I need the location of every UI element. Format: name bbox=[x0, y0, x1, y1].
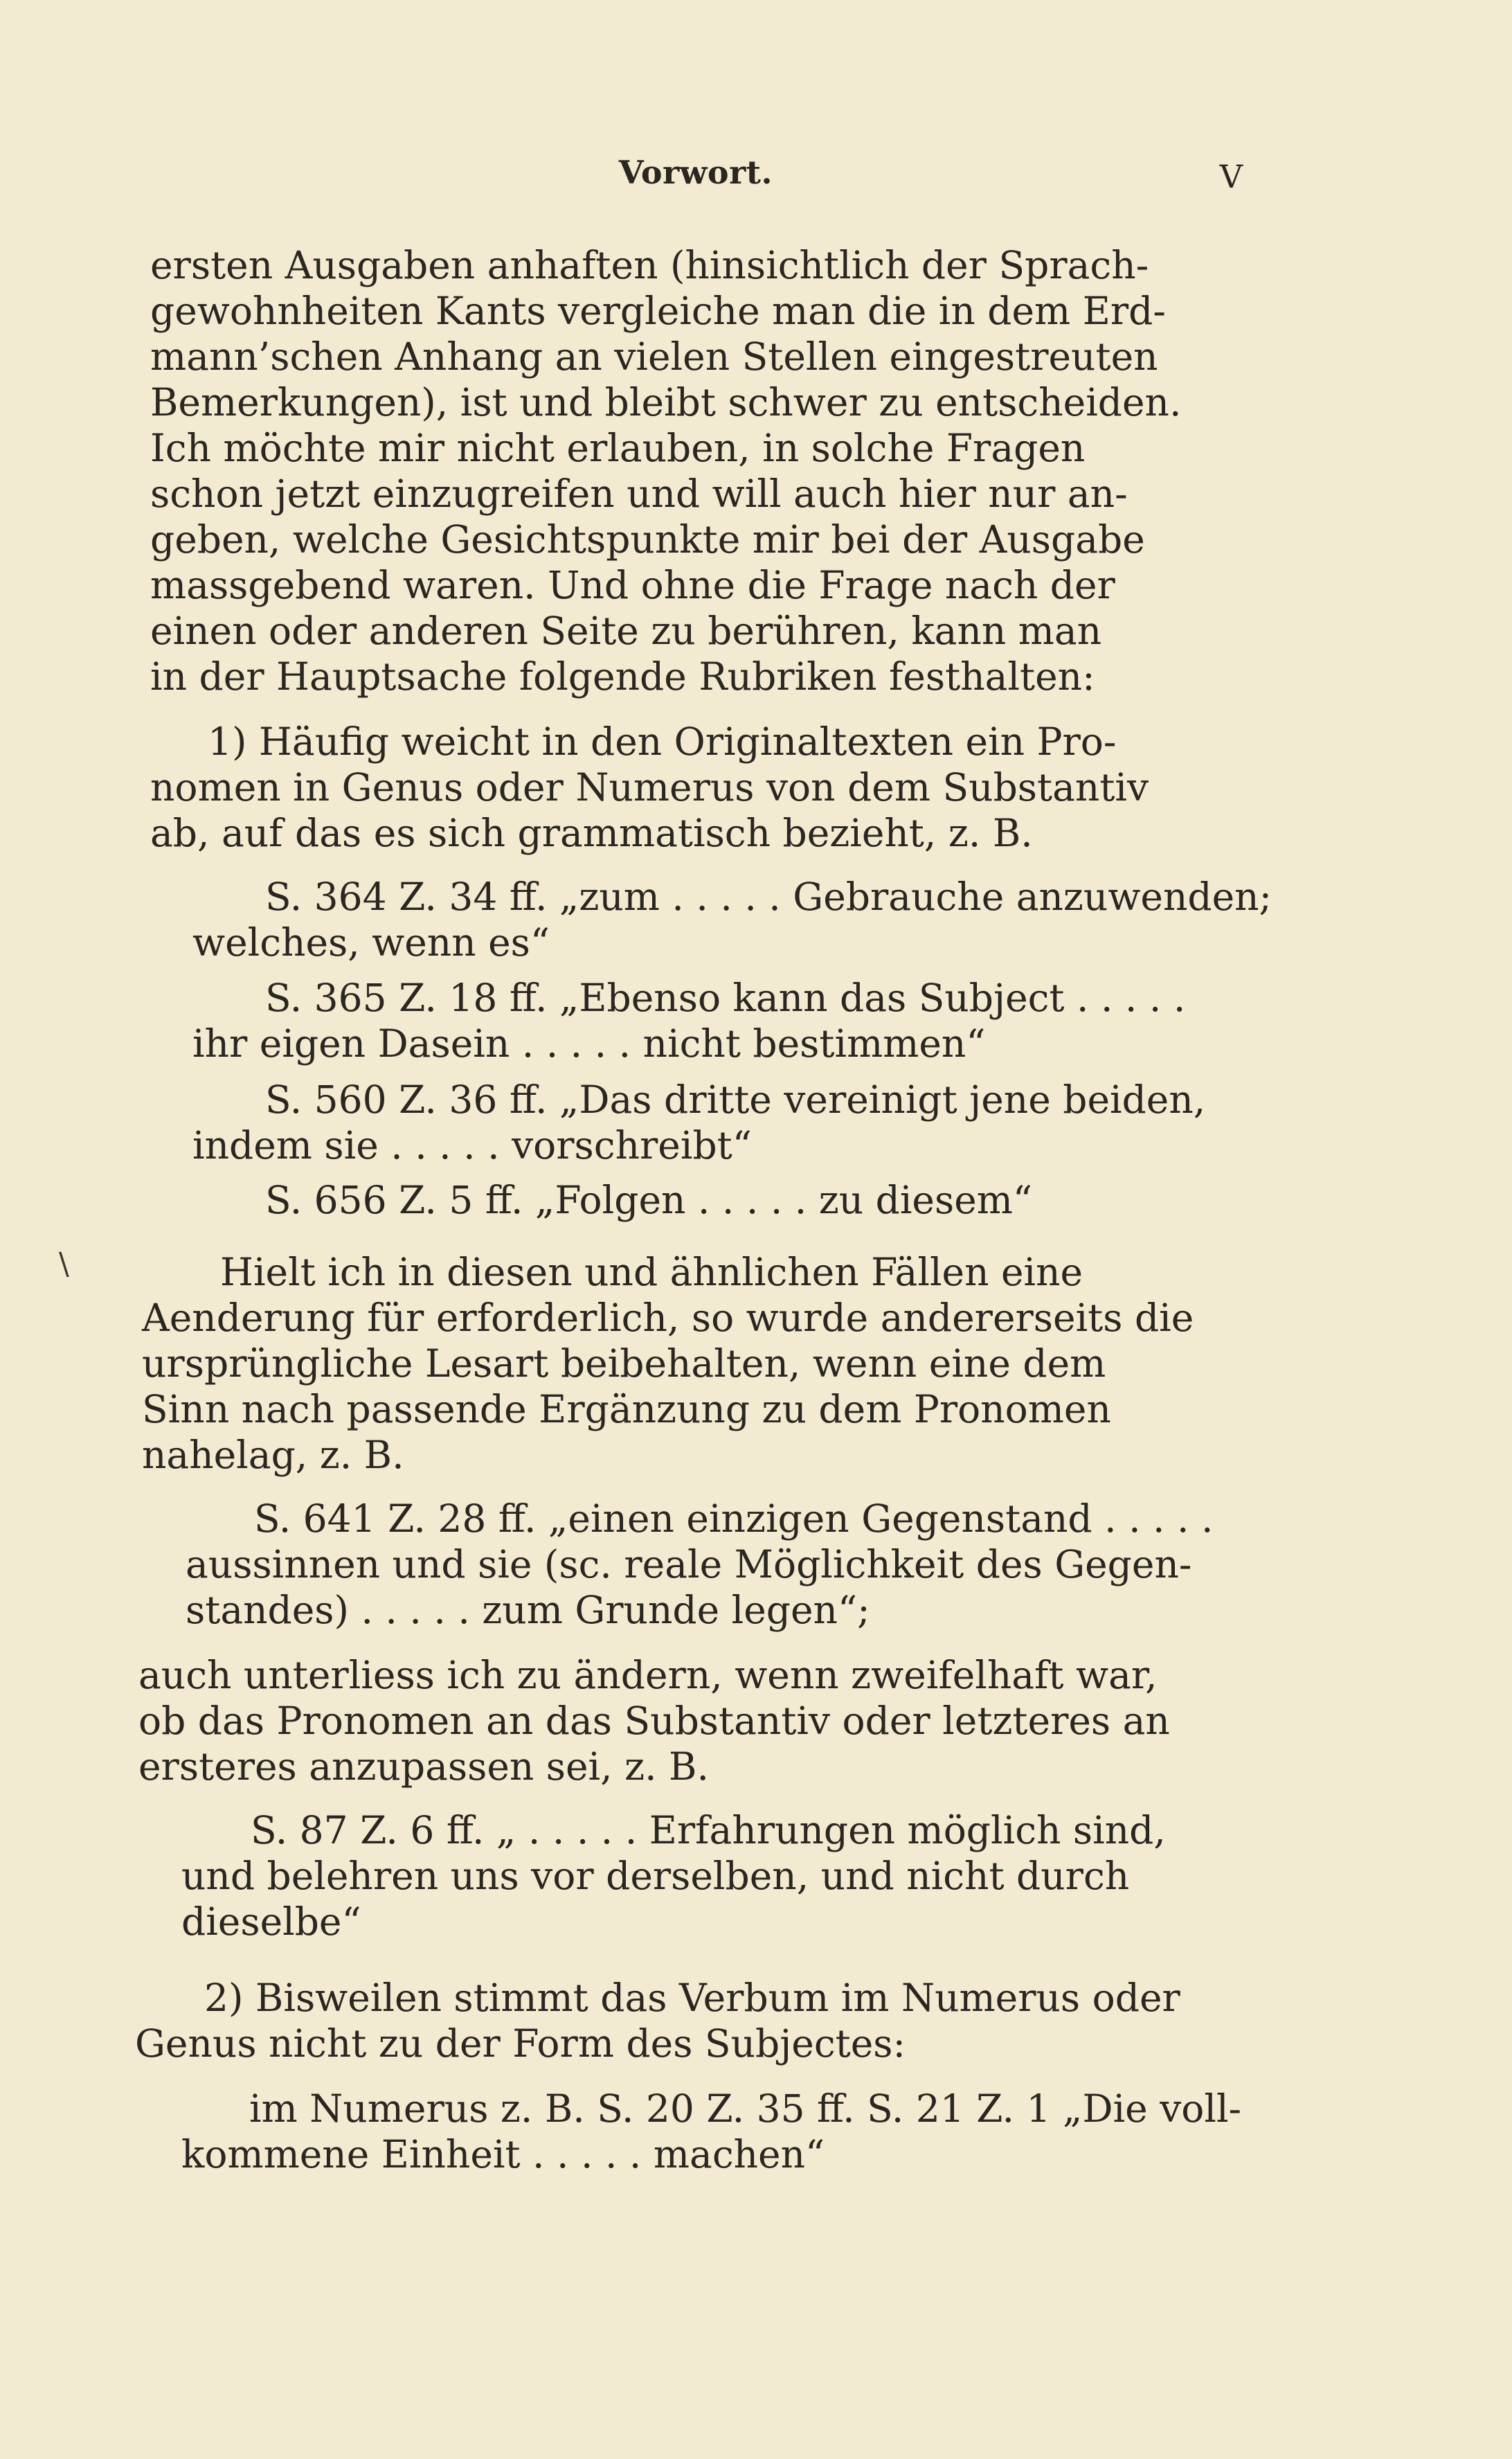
text-line: S. 365 Z. 18 ff. „Ebenso kann das Subject . . . . . bbox=[265, 976, 1186, 1020]
text-line: S. 641 Z. 28 ff. „einen einzigen Gegenstand . . . . . bbox=[254, 1496, 1214, 1541]
text-line: Ich möchte mir nicht erlauben, in solche Fragen bbox=[150, 426, 1086, 470]
text-line: welches, wenn es“ bbox=[192, 920, 550, 965]
text-line: gewohnheiten Kants vergleiche man die in dem Erd- bbox=[150, 289, 1166, 333]
text-line: standes) . . . . . zum Grunde legen“; bbox=[186, 1588, 870, 1632]
text-line: indem sie . . . . . vorschreibt“ bbox=[192, 1123, 752, 1168]
text-line: S. 656 Z. 5 ff. „Folgen . . . . . zu diesem“ bbox=[265, 1178, 1033, 1222]
text-line: massgebend waren. Und ohne die Frage nach der bbox=[150, 563, 1115, 607]
page-title: Vorwort. bbox=[618, 154, 773, 191]
text-line: ob das Pronomen an das Substantiv oder letzteres an bbox=[138, 1699, 1170, 1743]
margin-mark: \ bbox=[59, 1246, 69, 1282]
text-line: mann’schen Anhang an vielen Stellen eingestreuten bbox=[150, 334, 1158, 379]
text-line: S. 364 Z. 34 ff. „zum . . . . . Gebrauche anzuwenden; bbox=[265, 875, 1272, 919]
text-line: 1) Häufig weicht in den Originaltexten ein Pro- bbox=[208, 719, 1117, 764]
text-line: schon jetzt einzugreifen und will auch hier nur an- bbox=[150, 472, 1128, 516]
text-line: aussinnen und sie (sc. reale Möglichkeit des Gegen- bbox=[186, 1542, 1192, 1586]
text-line: ersten Ausgaben anhaften (hinsichtlich der Sprach- bbox=[150, 243, 1149, 287]
text-line: Sinn nach passende Ergänzung zu dem Pronomen bbox=[142, 1387, 1111, 1431]
text-line: S. 87 Z. 6 ff. „ . . . . . Erfahrungen möglich sind, bbox=[251, 1808, 1166, 1852]
text-line: Genus nicht zu der Form des Subjectes: bbox=[135, 2021, 906, 2066]
text-line: im Numerus z. B. S. 20 Z. 35 ff. S. 21 Z. 1 „Die voll- bbox=[249, 2086, 1242, 2131]
text-line: ihr eigen Dasein . . . . . nicht bestimmen“ bbox=[192, 1021, 986, 1066]
text-line: S. 560 Z. 36 ff. „Das dritte vereinigt jene beiden, bbox=[265, 1078, 1206, 1122]
running-header bbox=[149, 154, 1243, 202]
text-line: Hielt ich in diesen und ähnlichen Fällen eine bbox=[220, 1250, 1083, 1294]
text-line: dieselbe“ bbox=[181, 1899, 361, 1944]
text-line: Bemerkungen), ist und bleibt schwer zu entscheiden. bbox=[150, 380, 1182, 424]
text-line: nahelag, z. B. bbox=[142, 1433, 404, 1477]
text-line: 2) Bisweilen stimmt das Verbum im Numerus oder bbox=[204, 1976, 1180, 2020]
text-line: einen oder anderen Seite zu berühren, kann man bbox=[150, 609, 1102, 653]
text-line: nomen in Genus oder Numerus von dem Substantiv bbox=[150, 765, 1149, 810]
text-line: auch unterliess ich zu ändern, wenn zweifelhaft war, bbox=[138, 1653, 1158, 1697]
text-line: und belehren uns vor derselben, und nicht durch bbox=[181, 1854, 1130, 1898]
text-line: in der Hauptsache folgende Rubriken festhalten: bbox=[150, 654, 1095, 699]
text-line: ab, auf das es sich grammatisch bezieht, z. B. bbox=[150, 811, 1033, 855]
text-line: ursprüngliche Lesart beibehalten, wenn eine dem bbox=[142, 1341, 1106, 1386]
text-line: Aenderung für erforderlich, so wurde andererseits die bbox=[142, 1296, 1194, 1340]
text-line: kommene Einheit . . . . . machen“ bbox=[181, 2132, 825, 2176]
text-line: geben, welche Gesichtspunkte mir bei der Ausgabe bbox=[150, 517, 1145, 562]
page-number: V bbox=[1219, 158, 1243, 195]
text-line: ersteres anzupassen sei, z. B. bbox=[138, 1744, 709, 1789]
